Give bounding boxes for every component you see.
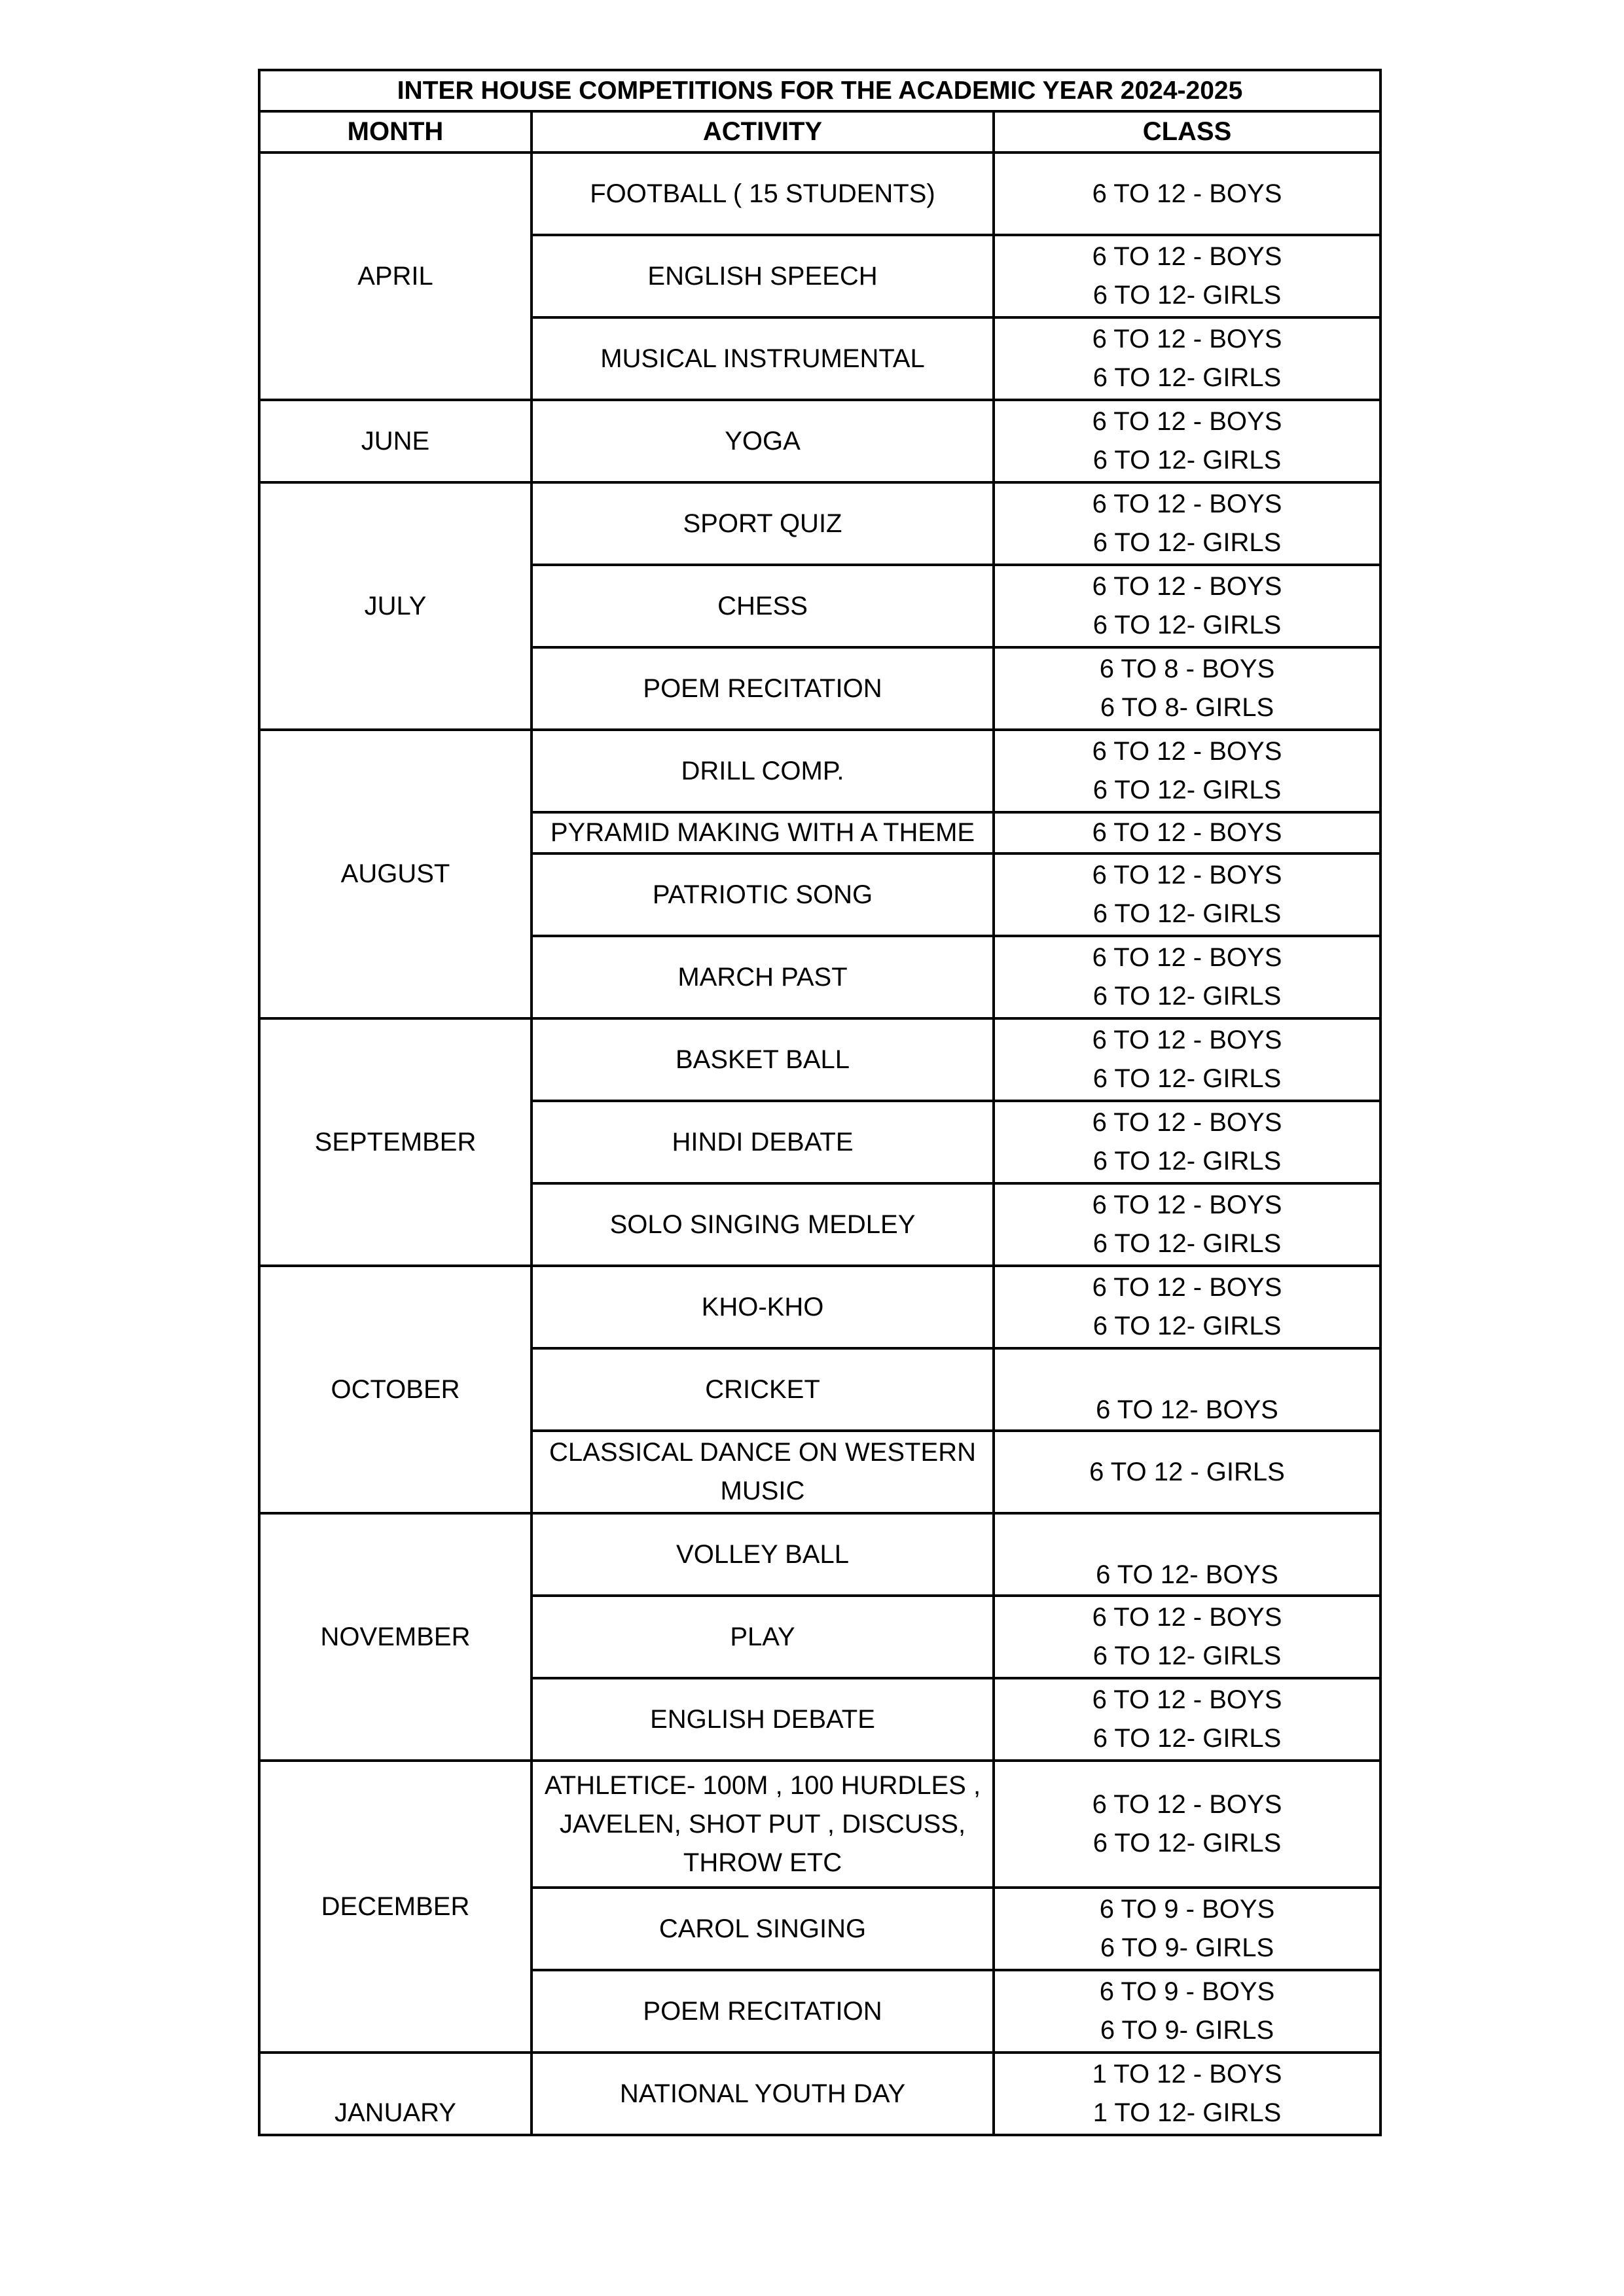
activity-cell [532,1678,994,1761]
month-cell: NOVEMBER [259,1513,532,1761]
class-line: 6 TO 12 - BOYS [1092,737,1282,766]
class-line: 6 TO 12 - BOYS [1092,179,1282,208]
class-line: 6 TO 12- GIRLS [1092,363,1282,392]
month-cell: APRIL [259,152,532,400]
header-month: MONTH [259,111,532,152]
class-line: 1 TO 12 - BOYS [1092,2060,1282,2089]
class-cell [994,1018,1380,1101]
class-line: 6 TO 12 - BOYS [1092,490,1282,518]
class-line: 6 TO 12- BOYS [1096,1395,1278,1424]
class-cell [994,730,1380,812]
header-activity: ACTIVITY [532,111,994,152]
activity-line: VOLLEY BALL [676,1539,849,1569]
class-line: 6 TO 12- BOYS [1096,1560,1278,1589]
activity-cell [532,1018,994,1101]
class-line: 6 TO 12- GIRLS [1092,528,1282,557]
table-body [259,152,1380,2135]
activity-line: KHO-KHO [701,1292,824,1321]
class-line: 6 TO 12 - BOYS [1092,943,1282,972]
class-line: 6 TO 12- GIRLS [1092,281,1282,310]
activity-cell [532,235,994,317]
activity-cell [532,1888,994,1970]
table-row [259,400,1380,482]
class-cell [994,1596,1380,1678]
activity-line: POEM RECITATION [643,673,882,703]
table-row [259,152,1380,235]
activity-line: NATIONAL YOUTH DAY [619,2079,906,2108]
class-line: 1 TO 12- GIRLS [1092,2098,1282,2127]
table-row [259,1266,1380,1348]
class-cell [994,482,1380,565]
activity-cell [532,853,994,936]
class-cell [994,565,1380,647]
activity-line: BASKET BALL [675,1045,850,1074]
activity-line: JAVELEN, SHOT PUT , DISCUSS, [559,1809,966,1839]
activity-cell [532,730,994,812]
class-line: 6 TO 12 - BOYS [1092,1273,1282,1302]
class-line: 6 TO 8- GIRLS [1100,693,1274,722]
month-cell: OCTOBER [259,1266,532,1513]
activity-cell [532,1596,994,1678]
class-line: 6 TO 9 - BOYS [1099,1977,1275,2006]
activity-cell [532,565,994,647]
table-row [259,482,1380,565]
activity-cell [532,317,994,400]
class-cell [994,1888,1380,1970]
class-cell [994,152,1380,235]
class-line: 6 TO 12- GIRLS [1092,1829,1282,1857]
class-line: 6 TO 12- GIRLS [1092,1229,1282,1258]
activity-cell [532,812,994,853]
class-line: 6 TO 12 - BOYS [1092,407,1282,436]
activity-line: DRILL COMP. [681,756,844,785]
class-cell [994,235,1380,317]
class-line: 6 TO 12- GIRLS [1092,1641,1282,1670]
class-cell [994,1348,1380,1431]
class-line: 6 TO 12- GIRLS [1092,446,1282,475]
activity-line: MARCH PAST [677,962,848,992]
activity-cell [532,1348,994,1431]
class-line: 6 TO 9 - BOYS [1099,1895,1275,1924]
class-line: 6 TO 12 - BOYS [1092,1603,1282,1632]
activity-line: CAROL SINGING [659,1914,867,1943]
class-line: 6 TO 12 - BOYS [1092,325,1282,353]
class-line: 6 TO 9- GIRLS [1100,2016,1274,2045]
class-cell [994,317,1380,400]
activity-line: CRICKET [705,1374,820,1404]
header-class: CLASS [994,111,1380,152]
class-line: 6 TO 12- GIRLS [1092,611,1282,639]
activity-line: PYRAMID MAKING WITH A THEME [550,818,975,847]
activity-cell [532,1970,994,2053]
class-line: 6 TO 12 - GIRLS [1089,1457,1285,1486]
table-title: INTER HOUSE COMPETITIONS FOR THE ACADEMIC YEAR 2024-2025 [259,70,1380,111]
activity-line: POEM RECITATION [643,1996,882,2026]
class-line: 6 TO 12- GIRLS [1092,1312,1282,1340]
activity-line: ENGLISH DEBATE [650,1704,875,1734]
class-cell [994,1183,1380,1266]
activity-line: CHESS [717,591,808,620]
class-line: 6 TO 12 - BOYS [1092,1685,1282,1714]
class-line: 6 TO 12 - BOYS [1092,1191,1282,1219]
class-line: 6 TO 12- GIRLS [1092,776,1282,804]
activity-line: SPORT QUIZ [683,509,842,538]
activity-line: CLASSICAL DANCE ON WESTERN [549,1438,976,1467]
activity-line: MUSICAL INSTRUMENTAL [600,344,925,373]
class-cell [994,647,1380,730]
activity-cell [532,1513,994,1596]
class-cell [994,400,1380,482]
class-line: 6 TO 12 - BOYS [1092,572,1282,601]
month-cell: SEPTEMBER [259,1018,532,1266]
activity-line: ENGLISH SPEECH [647,261,878,291]
activity-line: SOLO SINGING MEDLEY [609,1210,916,1239]
activity-line: PATRIOTIC SONG [652,880,873,909]
activity-line: PLAY [730,1622,795,1651]
table-row [259,1018,1380,1101]
class-line: 6 TO 12- GIRLS [1092,982,1282,1011]
activity-line: THROW ETC [683,1848,842,1877]
class-cell [994,936,1380,1018]
activity-line: FOOTBALL ( 15 STUDENTS) [590,179,935,208]
class-cell [994,1970,1380,2053]
class-line: 6 TO 12 - BOYS [1092,1026,1282,1054]
table-row [259,730,1380,812]
class-line: 6 TO 12- GIRLS [1092,1064,1282,1093]
activity-cell [532,1266,994,1348]
activity-line: MUSIC [720,1477,805,1505]
class-cell [994,1513,1380,1596]
activity-cell [532,936,994,1018]
activity-cell [532,1431,994,1513]
class-cell [994,1266,1380,1348]
month-cell: JULY [259,482,532,730]
activity-line: YOGA [725,426,801,456]
month-cell: JUNE [259,400,532,482]
class-cell [994,2053,1380,2135]
class-cell [994,1101,1380,1183]
table-row [259,1761,1380,1888]
activity-cell [532,1101,994,1183]
class-cell [994,812,1380,853]
activity-cell [532,152,994,235]
competitions-table [258,69,1382,2136]
activity-cell [532,2053,994,2135]
table-row [259,1513,1380,1596]
activity-cell [532,647,994,730]
month-cell: JANUARY [259,2053,532,2135]
activity-cell [532,1761,994,1888]
table-row [259,2053,1380,2135]
class-line: 6 TO 12- GIRLS [1092,1724,1282,1753]
class-line: 6 TO 12 - BOYS [1092,242,1282,271]
activity-cell [532,482,994,565]
class-cell [994,853,1380,936]
class-line: 6 TO 12 - BOYS [1092,1108,1282,1137]
month-cell: DECEMBER [259,1761,532,2053]
class-line: 6 TO 12 - BOYS [1092,1790,1282,1819]
activity-cell [532,400,994,482]
class-line: 6 TO 12 - BOYS [1092,861,1282,889]
class-line: 6 TO 12- GIRLS [1092,1147,1282,1175]
class-cell [994,1761,1380,1888]
class-line: 6 TO 9- GIRLS [1100,1933,1274,1962]
activity-cell [532,1183,994,1266]
activity-line: ATHLETICE- 100M , 100 HURDLES , [544,1770,981,1800]
month-cell: AUGUST [259,730,532,1018]
class-cell [994,1431,1380,1513]
class-line: 6 TO 12 - BOYS [1092,818,1282,847]
class-line: 6 TO 8 - BOYS [1099,655,1275,683]
class-cell [994,1678,1380,1761]
activity-line: HINDI DEBATE [672,1127,854,1157]
class-line: 6 TO 12- GIRLS [1092,899,1282,928]
